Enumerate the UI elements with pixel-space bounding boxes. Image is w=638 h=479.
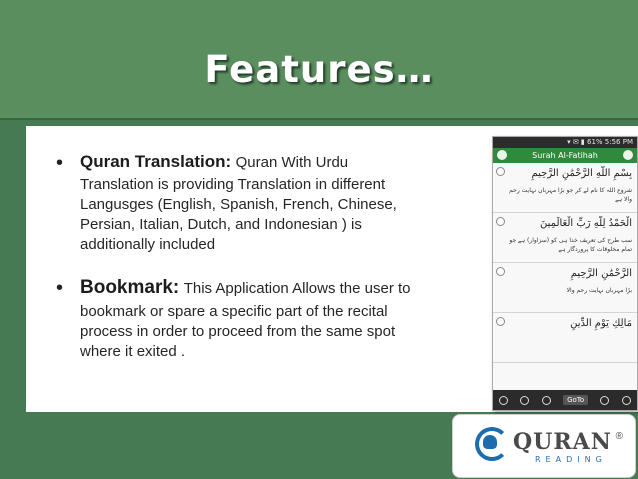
bullet-text-line: Quran With Urdu: [235, 154, 349, 171]
bookmark-radio[interactable]: [496, 217, 505, 226]
bullet-title: Bookmark:: [80, 277, 180, 298]
ayah-row[interactable]: [493, 313, 637, 363]
logo-sub: READING: [535, 455, 607, 464]
ayah-row[interactable]: [493, 163, 637, 213]
prev-icon[interactable]: [542, 396, 551, 405]
logo-registered: ®: [615, 431, 623, 442]
bullet-text-line: Persian, Italian, Dutch, and Indonesian ) is: [80, 216, 362, 233]
bullet-text-line: This Application Allows the user to: [183, 280, 411, 297]
logo-name: QURAN: [513, 429, 612, 455]
ayah-arabic: بِسْمِ اللَّهِ الرَّحْمَٰنِ الرَّحِيمِ: [531, 168, 632, 179]
app-bar: [493, 148, 637, 163]
surah-title: Surah Al-Fatihah: [532, 151, 598, 160]
goto-button[interactable]: GoTo: [563, 395, 588, 405]
ayah-arabic: الرَّحْمَٰنِ الرَّحِيمِ: [570, 268, 632, 279]
title-band: [0, 0, 638, 120]
settings-icon[interactable]: [623, 150, 633, 160]
logo-reader-icon: [483, 435, 497, 449]
ayah-translation: بڑا مہربان نہایت رحم والا: [566, 287, 632, 294]
bullet-dot-icon: •: [56, 152, 64, 174]
next-icon[interactable]: [600, 396, 609, 405]
bullet-text-line: process in order to proceed from the same spot: [80, 323, 396, 340]
ayah-arabic: الْحَمْدُ لِلَّهِ رَبِّ الْعَالَمِينَ: [540, 218, 632, 229]
ayah-translation: سب طرح کی تعریف خدا ہی کو (سزاوار) ہے جو تمام مخلوقات کا پروردگار ہے: [509, 237, 632, 253]
bullet-bookmark: [56, 275, 416, 362]
status-bar: ▾ ✉ ▮ 61% 5:56 PM: [493, 137, 637, 148]
slide-title: Features…: [204, 48, 434, 91]
bookmark-radio[interactable]: [496, 317, 505, 326]
bullet-title: Quran Translation:: [80, 152, 232, 171]
app-screenshot: [492, 136, 638, 411]
bookmark-radio[interactable]: [496, 267, 505, 276]
play-icon[interactable]: [499, 396, 508, 405]
ayah-translation: شروع اللہ کا نام لے کر جو بڑا مہربان نہایت رحم والا ہے: [509, 187, 632, 203]
bullet-list: [56, 150, 416, 382]
bullet-text-line: where it exited .: [80, 343, 186, 360]
bullet-text-line: Langusges (English, Spanish, French, Chinese,: [80, 196, 397, 213]
ayah-row[interactable]: [493, 263, 637, 313]
quran-reading-logo: [452, 414, 636, 478]
bookmark-radio[interactable]: [496, 167, 505, 176]
audio-player: [493, 390, 637, 410]
bullet-dot-icon: •: [56, 277, 64, 299]
ayah-arabic: مَالِكِ يَوْمِ الدِّينِ: [570, 318, 632, 329]
ayah-row[interactable]: [493, 213, 637, 263]
repeat-icon[interactable]: [622, 396, 631, 405]
bullet-text-line: bookmark or spare a specific part of the recital: [80, 303, 388, 320]
menu-icon[interactable]: [497, 150, 507, 160]
ayah-translation: [509, 336, 632, 354]
bullet-text-line: additionally included: [80, 236, 216, 253]
stop-icon[interactable]: [520, 396, 529, 405]
bullet-text-line: Translation is providing Translation in different: [80, 176, 386, 193]
bullet-quran-translation: [56, 150, 416, 255]
